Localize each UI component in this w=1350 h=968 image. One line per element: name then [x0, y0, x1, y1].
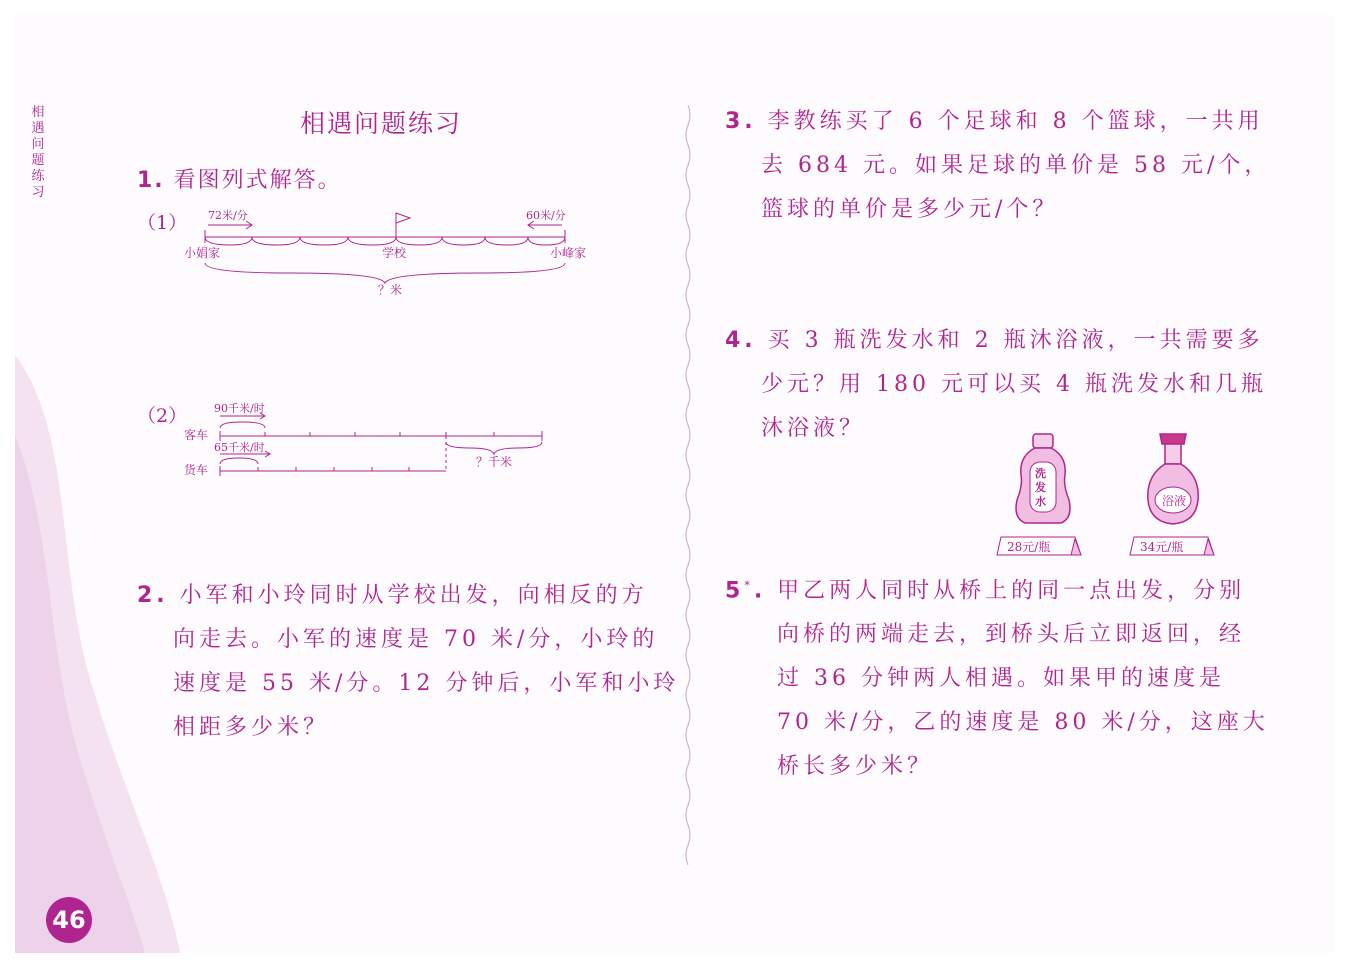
shampoo-label-char: 洗	[1035, 467, 1046, 480]
truck-label: 货车	[184, 463, 209, 477]
bodywash-price-tag	[1128, 535, 1218, 557]
question-5	[725, 564, 1269, 789]
question-2-line: 速度是 55 米/分。12 分钟后，小军和小玲	[173, 671, 680, 696]
question-2-line: 向走去。小军的速度是 70 米/分，小玲的	[173, 627, 659, 652]
q1-sub2-diagram	[180, 398, 560, 483]
shampoo-label-char: 水	[1035, 495, 1046, 508]
page-divider	[683, 105, 693, 865]
truck-speed-label: 65千米/时	[214, 441, 265, 454]
question-5-line: 70 米/分，乙的速度是 80 米/分，这座大	[777, 710, 1269, 736]
side-tab: 相遇问题练习	[31, 105, 45, 200]
question-2	[137, 574, 679, 750]
shampoo-label-char: 发	[1035, 481, 1046, 494]
page-number-badge: 46	[46, 897, 92, 943]
question-4-line: 少元？用 180 元可以买 4 瓶洗发水和几瓶	[761, 372, 1267, 397]
question-3-line: 篮球的单价是多少元/个？	[761, 197, 1059, 222]
question-1	[137, 163, 342, 194]
total-distance-label: ？米	[378, 283, 403, 297]
question-4-number: 4.	[725, 328, 757, 353]
question-2-line: 小军和小玲同时从学校出发，向相反的方	[179, 583, 648, 608]
right-place-label: 小峰家	[550, 246, 587, 260]
question-5-line: 桥长多少米？	[777, 754, 934, 780]
question-1-text: 看图列式解答。	[173, 168, 342, 193]
left-speed-label: 72米/分	[208, 209, 248, 222]
shampoo-bottle-icon	[1005, 430, 1085, 530]
question-5-number: 5	[725, 578, 745, 604]
question-3-line: 去 684 元。如果足球的单价是 58 元/个，	[761, 153, 1271, 178]
q1-sub2-label: （2）	[137, 405, 188, 427]
right-speed-label: 60米/分	[526, 209, 566, 222]
question-4-line: 买 3 瓶洗发水和 2 瓶沐浴液，一共需要多	[767, 328, 1264, 353]
bus-label: 客车	[184, 428, 209, 442]
bodywash-label-text: 浴液	[1162, 494, 1187, 508]
question-2-number: 2.	[137, 583, 169, 608]
question-1-number: 1.	[137, 168, 165, 193]
page-title: 相遇问题练习	[300, 109, 463, 138]
question-4-line: 沐浴液？	[761, 416, 866, 441]
left-place-label: 小娟家	[184, 246, 221, 260]
bus-speed-label: 90千米/时	[214, 402, 265, 415]
unknown-distance-label: ？千米	[476, 455, 513, 469]
question-2-line: 相距多少米？	[173, 715, 330, 740]
question-5-dot: .	[753, 578, 767, 604]
shampoo-price: 28元/瓶	[1007, 540, 1051, 554]
question-5-line: 向桥的两端走去，到桥头后立即返回，经	[777, 622, 1246, 648]
q1-sub1-diagram	[180, 205, 600, 300]
question-3-number: 3.	[725, 109, 757, 134]
shampoo-price-tag	[995, 535, 1085, 557]
question-5-star: *	[744, 579, 754, 592]
question-5-line: 甲乙两人同时从桥上的同一点出发，分别	[777, 578, 1246, 604]
q1-sub1-label: （1）	[137, 212, 188, 234]
bodywash-bottle-icon	[1140, 430, 1210, 530]
middle-place-label: 学校	[382, 246, 407, 260]
question-5-line: 过 36 分钟两人相遇。如果甲的速度是	[777, 666, 1225, 692]
question-3-line: 李教练买了 6 个足球和 8 个篮球，一共用	[767, 109, 1264, 134]
bodywash-price: 34元/瓶	[1140, 540, 1184, 554]
question-3	[725, 100, 1270, 232]
